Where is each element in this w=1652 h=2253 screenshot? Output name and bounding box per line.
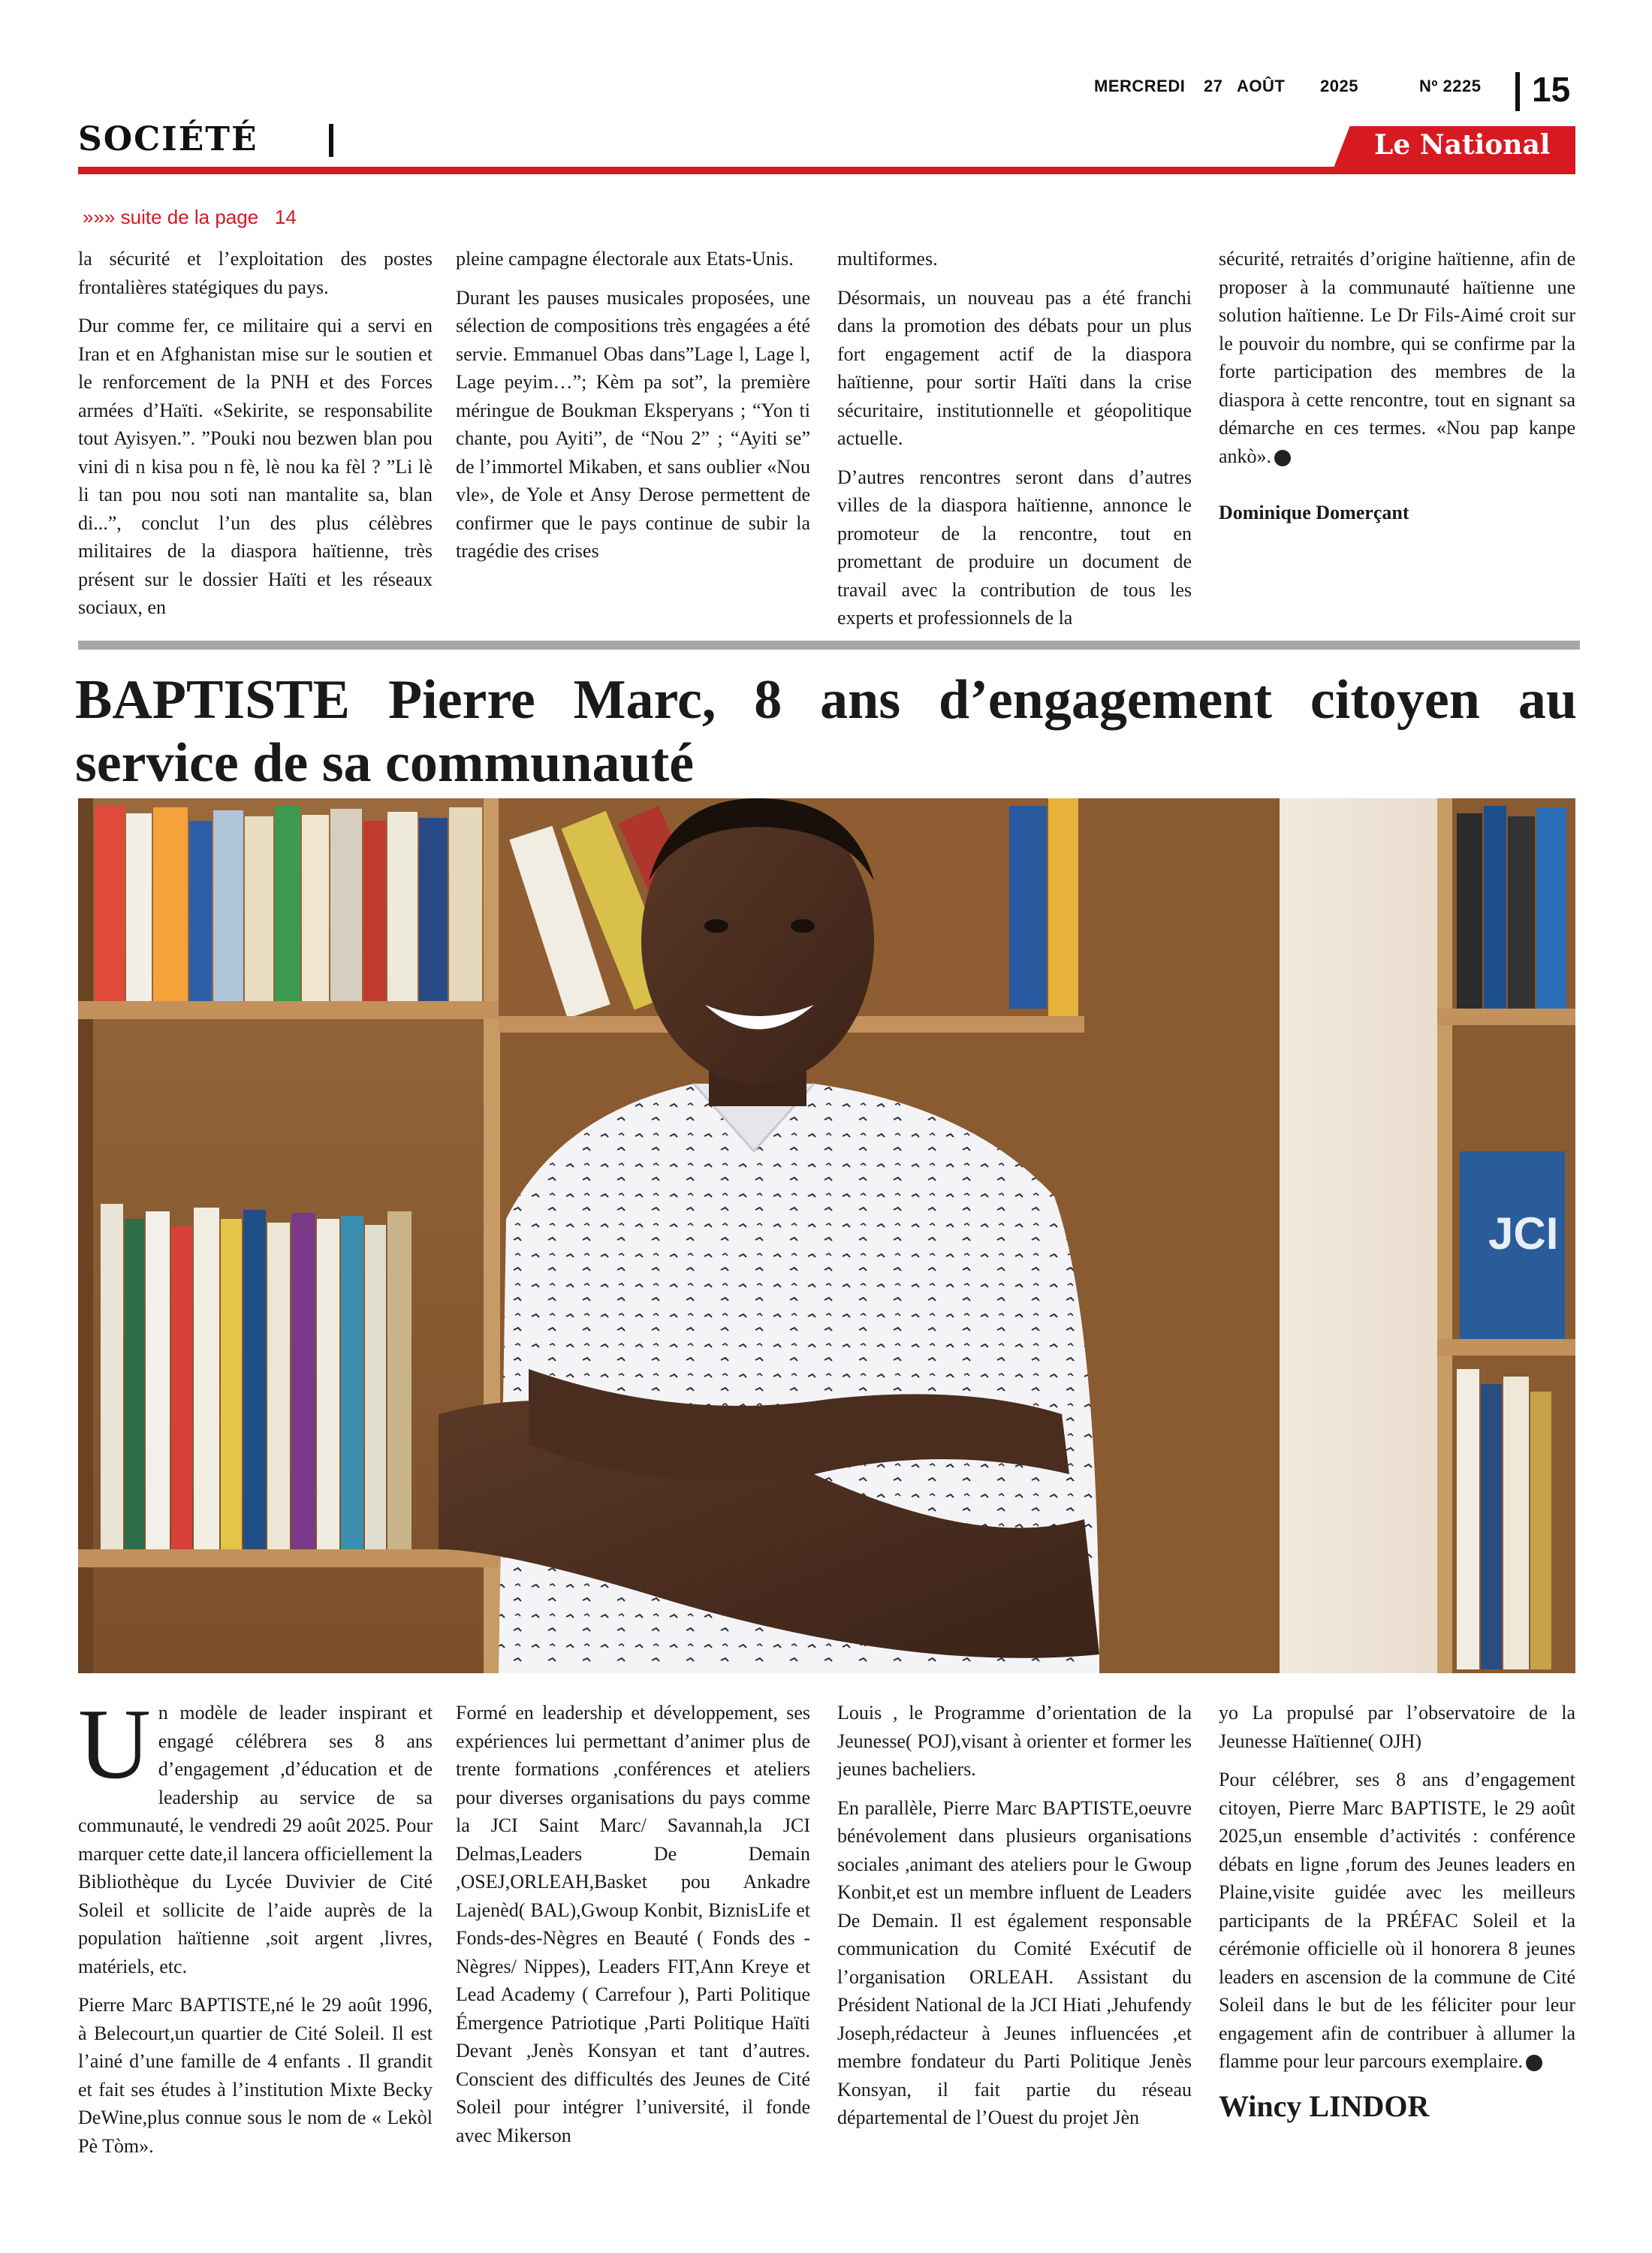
header-issue: Nº 2225 — [1419, 77, 1482, 95]
paragraph — [1219, 245, 1575, 470]
paragraph-text: Pour célébrer, ses 8 ans d’engagement citoyen, Pierre Marc BAPTISTE, le 29 août 2025,un ensemble d’activités : conférence débats en ligne ,forum des Jeunes leaders en Plaine,visite guidée avec les meilleurs participants de la PRÉFAC Soleil et la cérémonie officielle où il honorera 8 jeunes leaders en ascension de la commune de Cité Soleil dans le but de les féliciter pour leur engagement afin de contribuer à allumer la flamme pour leur parcours exemplaire. — [1219, 1769, 1575, 2072]
bookshelf-label: JCI — [1488, 1208, 1559, 1259]
section-title: SOCIÉTÉ — [78, 120, 258, 158]
header-separator — [1515, 72, 1520, 111]
paragraph: la sécurité et l’exploitation des postes frontalières statégiques du pays. — [78, 248, 433, 298]
paragraph: Louis , le Programme d’orientation de la Jeunesse( POJ),visant à orienter et former les jeunes bacheliers. — [837, 1702, 1192, 1780]
paragraph — [78, 1688, 433, 1980]
header-day: MERCREDI — [1094, 77, 1186, 95]
top-article-col-2 — [456, 245, 810, 576]
paragraph: D’autres rencontres seront dans d’autres villes de la diaspora haïtienne, annonce le promoteur de la rencontre, tout en promettant de produire un document de travail avec la contribution de tous les experts et professionnels de la — [837, 466, 1192, 629]
main-article-col-1 — [78, 1688, 433, 2170]
headline: BAPTISTE Pierre Marc, 8 ans d’engagement citoyen au service de sa communauté — [75, 669, 1577, 794]
header-month: AOÛT — [1237, 77, 1286, 95]
main-article-col-2 — [456, 1699, 810, 2160]
continued-from — [83, 206, 297, 229]
paragraph — [1219, 1766, 1575, 2076]
end-of-article-icon — [1526, 2055, 1542, 2071]
top-article-col-3 — [837, 245, 1192, 643]
drop-cap: U — [78, 1688, 151, 1799]
section-separator — [329, 124, 333, 157]
paper-name: Le National — [1374, 129, 1551, 161]
paragraph: multiformes. — [837, 248, 938, 270]
paragraph: Formé en leadership et développement, ses expériences lui permettant d’animer plus de trente formations ,conférences et ateliers pour diverses organisations du pays comme la JCI Saint Marc/ Savannah,la JCI Delmas,Leaders De Demain ,OSEJ,ORLEAH,Basket pou Ankadre Lajenèd( BAL),Gwoup Konbit, BiznisLife et Fonds-des-Nègres en Beauté ( Fonds des -Nègres/ Nippes), Leaders FIT,Ann Kreye et Lead Academy ( Carrefour ), Parti Politique Émergence Patriotique ,Parti Politique Haïti Devant ,Jenès Konsyan et tant d’autres. Conscient des difficultés des Jeunes de Cité Soleil pour intégrer l’université, il fonde avec Mikerson — [456, 1702, 810, 2146]
header-year: 2025 — [1320, 77, 1358, 95]
end-of-article-icon — [1274, 450, 1291, 466]
continued-page: 14 — [274, 206, 297, 228]
page-number: 15 — [1532, 70, 1571, 109]
paragraph-text: n modèle de leader inspirant et engagé célébrera ses 8 ans d’engagement ,d’éducation et de leadership au service de sa communauté, le vendredi 29 août 2025. Pour marquer cette date,il lancera officiellement la Bibliothèque du Lycée Duvivier de Cité Soleil et sollicite de l’aide auprès de la population haïtienne ,soit argent ,livres, matériels, etc. — [78, 1702, 433, 1977]
paragraph-text: sécurité, retraités d’origine haïtienne, afin de proposer à la communauté haïtienne une solution haïtienne. Le Dr Fils-Aimé croit sur le pouvoir du nombre, qui se confirme par la forte participation des membres de la diaspora à cette rencontre, tout en signant sa démarche en ces termes. «Nou pap kanpe ankò». — [1219, 248, 1575, 467]
continued-label: »»» suite de la page — [83, 206, 259, 228]
paragraph: pleine campagne électorale aux Etats-Unis. — [456, 248, 794, 270]
paragraph: Dur comme fer, ce militaire qui a servi en Iran et en Afghanistan mise sur le soutien et le renforcement de la PNH et des Forces armées d’Haïti. «Sekirite, se responsabilite tout Ayisyen.”. ”Pouki nou bezwen blan pou vini di n kisa pou n fè, lè nou ka fèl ? ”Li lè li tan pou nou soti nan mantalite sa, blan di...”, conclut l’un des plus célèbres militaires de la diaspora haïtienne, très présent sur le dossier Haïti et les réseaux sociaux, en — [78, 315, 433, 618]
paragraph: Pierre Marc BAPTISTE,né le 29 août 1996, à Belecourt,un quartier de Cité Soleil. Il est l’ainé d’une famille de 4 enfants . Il grandit et fait ses études à l’institution Mixte Becky DeWine,plus connue sous le nom de « Lekòl Pè Tòm». — [78, 1994, 433, 2157]
author-byline: Wincy LINDOR — [1219, 2089, 1430, 2123]
main-article-col-4 — [1219, 1699, 1575, 2131]
paragraph: En parallèle, Pierre Marc BAPTISTE,oeuvre bénévolement dans plusieurs organisations sociales ,animant des ateliers pour le Gwoup Konbit,et est un membre influent de Leaders De Demain. Il est également responsable communication du Comité Exécutif de l’organisation ORLEAH. Assistant du Président National de la JCI Hiati ,Jehufendy Joseph,rédacteur à Jeunes influencées ,et membre fondateur du Parti Politique Jenès Konsyan, il fait partie du réseau départemental de l’Ouest du projet Jèn — [837, 1796, 1192, 2128]
article-divider — [78, 641, 1580, 650]
top-article-col-1 — [78, 245, 433, 632]
header-date-day: 27 — [1204, 77, 1223, 95]
top-article-col-4 — [1219, 245, 1575, 538]
paragraph: yo La propulsé par l’observatoire de la Jeunesse Haïtienne( OJH) — [1219, 1702, 1575, 1752]
header-rule — [78, 167, 1575, 174]
portrait-photo — [78, 798, 1575, 1673]
author-signature: Dominique Domerçant — [1219, 502, 1409, 523]
paragraph: Désormais, un nouveau pas a été franchi dans la promotion des débats pour un plus fort engagement actif de la diaspora haïtienne, pour sortir Haïti dans la crise sécuritaire, institutionnelle et géopolitique actuelle. — [837, 286, 1192, 449]
main-article-col-3 — [837, 1699, 1192, 2143]
paragraph: Durant les pauses musicales proposées, une sélection de compositions très engagées a été servie. Emmanuel Obas dans”Lage l, Lage l, Lage peyim…”; Kèm pa sot”, la première méringue de Boukman Eksperyans ; “Yon ti chante, pou Ayiti”, de “Nou 2” ; “Ayiti se” de l’immortel Mikaben, et sans oublier «Nou vle», de Yole et Ansy Derose permettent de confirmer que le pays continue de subir la tragédie des crises — [456, 286, 810, 562]
